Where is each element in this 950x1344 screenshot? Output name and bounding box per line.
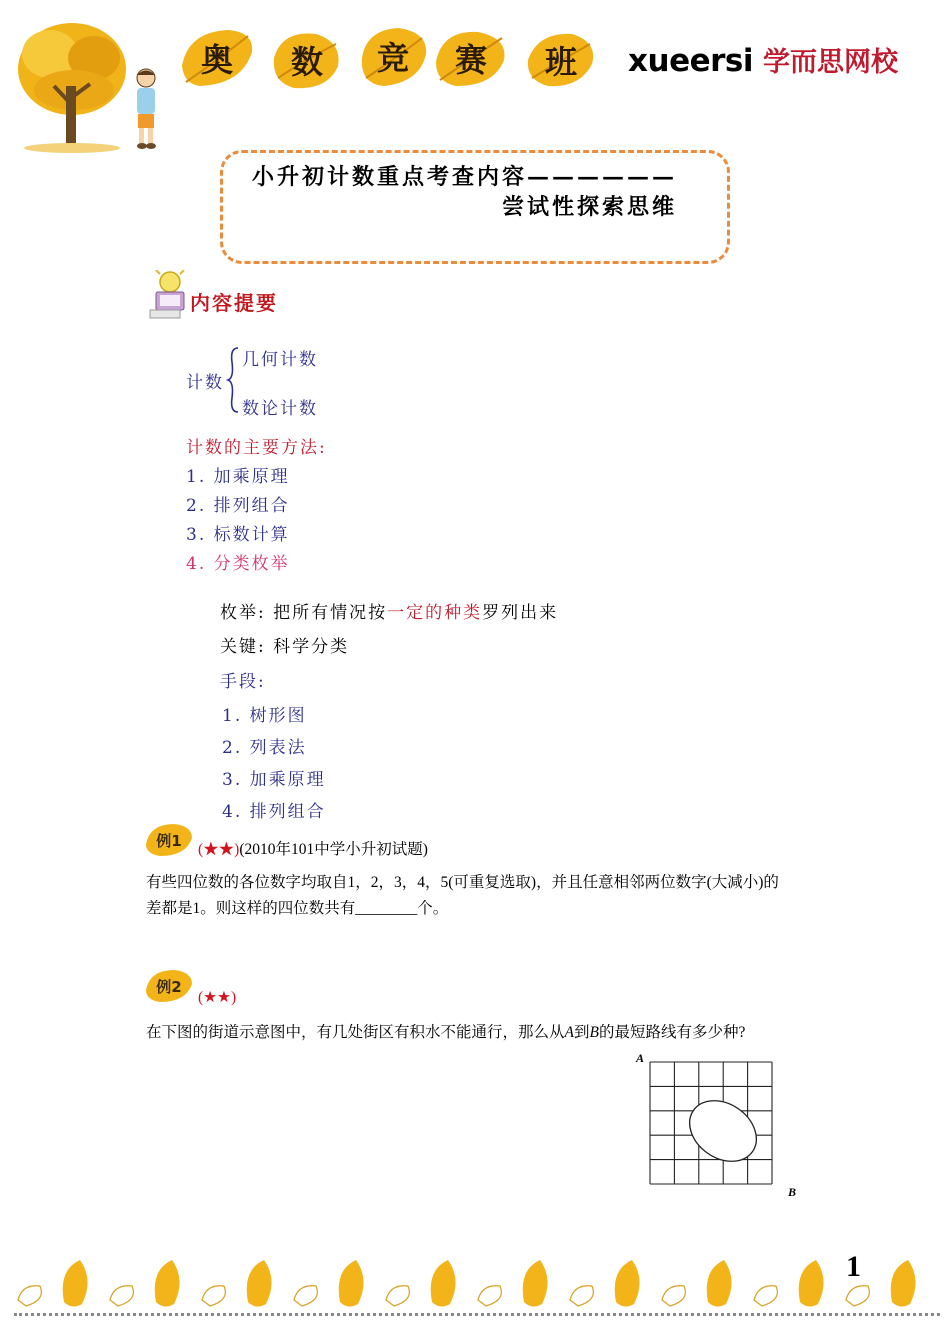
title-badge-5 [522,28,600,92]
example-1-badge [144,822,194,858]
example-1-header [198,837,428,863]
leaf-icon [339,1260,364,1307]
example-1-line2: 差都是1。则这样的四位数共有________个。 [146,900,449,917]
page-title-line2: 尝试性探索思维 [502,194,678,220]
badge-char: 竞 [376,39,409,77]
page-title-line1: 小升初计数重点考查内容—————— [252,164,678,190]
example-2-text-mid: 到 [573,1024,590,1041]
key-value: 科学分类 [273,637,350,657]
leaf-icon [662,1286,685,1306]
brace-icon [226,346,240,414]
means-label: 手段: [220,672,266,692]
brand-latin: xueersi [628,43,753,79]
section-heading: 内容提要 [190,291,278,315]
leaf-icon [523,1260,548,1307]
enum-label: 枚举: [220,603,266,623]
example-2-text-post: 的最短路线有多少种? [598,1024,746,1041]
leaf-icon [63,1260,88,1307]
method-item: 3. 标数计算 [186,525,290,545]
child-figure-illustration [126,66,168,152]
label-a: A [636,1051,645,1065]
difficulty-stars: (★★) [198,989,237,1006]
tree-root-label: 计数 [186,373,224,393]
enum-pre: 把所有情况按 [273,603,388,623]
leaf-icon [247,1260,272,1307]
example-2-label: 例2 [156,977,182,996]
tree-branch-geometry: 几何计数 [242,350,318,370]
leaf-icon [570,1286,593,1306]
leaf-icon [846,1286,869,1306]
example-2-text [146,1020,745,1046]
difficulty-stars: (★★) [198,841,240,858]
example-1-label: 例1 [156,831,182,850]
leaf-icon [110,1286,133,1306]
leaf-icon [155,1260,180,1307]
lightbulb-computer-icon [146,270,190,320]
leaf-icon [294,1286,317,1306]
tree-branch-number-theory: 数论计数 [242,399,318,419]
example-1-text [146,870,816,922]
method-item-highlight: 4. 分类枚举 [186,554,290,574]
title-badge-4 [432,26,510,90]
leaf-icon [615,1260,640,1307]
method-item: 2. 排列组合 [186,496,290,516]
page-number: 1 [846,1250,861,1283]
example-2-badge [144,968,194,1004]
badge-char: 数 [290,43,323,81]
example-2-text-pre: 在下图的街道示意图中，有几处街区有积水不能通行，那么从 [146,1024,565,1041]
key-label: 关键: [220,637,266,657]
footer-leaves [10,1250,940,1312]
enum-highlight: 一定的种类 [387,603,483,623]
enum-post: 罗列出来 [482,603,559,623]
means-item: 2. 列表法 [222,738,307,758]
point-b-ref: B [589,1024,599,1041]
example-1-source: (2010年101中学小升初试题) [239,841,428,858]
means-item: 3. 加乘原理 [222,770,326,790]
leaf-icon [707,1260,732,1307]
label-b: B [788,1185,797,1199]
footer-divider [14,1313,940,1316]
leaf-icon [478,1286,501,1306]
title-badge-2 [268,28,346,92]
point-a-ref: A [564,1024,574,1041]
brand-logo [628,40,898,79]
means-item: 1. 树形图 [222,706,307,726]
leaf-icon [799,1260,824,1307]
leaf-icon [18,1286,41,1306]
leaf-icon [202,1286,225,1306]
badge-char: 奥 [200,41,233,79]
street-grid-diagram [634,1048,804,1200]
leaf-icon [754,1286,777,1306]
example-1-line1: 有些四位数的各位数字均取自1，2，3，4，5(可重复选取)，并且任意相邻两位数字(大减小)的 [146,874,779,891]
means-item: 4. 排列组合 [222,802,326,822]
methods-label: 计数的主要方法: [186,438,327,458]
title-badge-1 [178,26,256,90]
method-item: 1. 加乘原理 [186,467,290,487]
example-2-header [198,985,236,1011]
autumn-tree-illustration [14,14,134,154]
leaf-icon [386,1286,409,1306]
leaf-icon [431,1260,456,1307]
title-badge-3 [354,24,432,88]
brand-chinese: 学而思网校 [762,47,898,78]
leaf-icon [891,1260,916,1307]
badge-char: 班 [544,43,577,81]
badge-char: 赛 [454,41,487,79]
enum-definition [220,598,558,623]
key-definition [220,632,349,657]
